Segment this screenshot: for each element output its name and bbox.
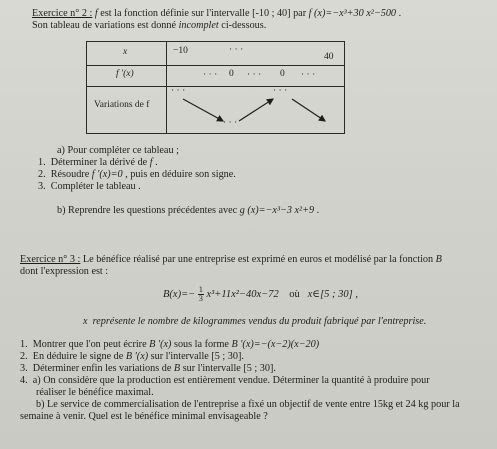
fraction-numerator: 1 — [198, 285, 203, 294]
ex3-item-2 — [20, 351, 244, 363]
variation-table — [86, 41, 345, 134]
part-b-end: . — [316, 205, 320, 216]
represent-text: représente le nombre de kilogrammes vendus du produit fabriqué par l'entreprise. — [92, 316, 427, 327]
ex3-heading: Exercice n° 3 : — [20, 254, 81, 265]
formula-domain: x∈[5 ; 30] — [307, 288, 353, 300]
row1-dots: · · · — [229, 45, 244, 55]
represent-x: x — [83, 316, 88, 327]
row1-label: x — [123, 47, 128, 57]
item-mid: sous la forme — [174, 339, 229, 350]
part-b-text: b) Reprendre les questions précédentes avec — [57, 205, 238, 216]
item-end: . — [155, 157, 158, 168]
ex3-item-1 — [20, 339, 319, 351]
ex2-line2 — [32, 20, 266, 32]
item-text: Montrer que l'on peut écrire — [32, 339, 147, 350]
ex2-intro-text: est la fonction définie sur l'intervalle [-10 ; 40] par — [100, 8, 307, 19]
ex2-item-1 — [38, 157, 158, 169]
item-num: 2. — [38, 169, 46, 180]
formula-left: B(x)=− — [163, 288, 196, 300]
ex3-item-3 — [20, 363, 276, 375]
ex3-item-4b: b) Le service de commercialisation de l'entreprise a fixé un objectif de vente entre 15kg et 24 kg pour la — [36, 399, 460, 410]
ex3-title-line — [20, 254, 442, 266]
item-mid: sur l'intervalle [5 ; 30]. — [150, 351, 244, 362]
item4-a1: a) On considère que la production est entièrement vendue. Déterminer la quantité à produire pour — [32, 375, 430, 386]
item-text: Déterminer la dérivé de — [50, 157, 148, 168]
ex3-intro: Le bénéfice réalisé par une entreprise est exprimé en euros et modélisé par la fonction — [82, 254, 434, 265]
fraction-denominator: 3 — [198, 294, 203, 303]
row2-label: f ′(x) — [116, 69, 134, 79]
row1-end: 40 — [324, 52, 334, 62]
ex2-title-line — [32, 8, 401, 20]
row3-dots-top-b: · · · — [273, 86, 288, 96]
row2-zero-a: 0 — [229, 69, 234, 79]
formula-ou: où — [289, 288, 300, 300]
item-math: f — [149, 157, 153, 168]
row1-start: −10 — [173, 46, 188, 56]
item-end: , puis en déduire son signe. — [125, 169, 236, 180]
formula-right: x³+11x²−40x−72 — [206, 288, 279, 300]
arrow-down-2 — [292, 99, 325, 121]
item-text: Résoudre — [50, 169, 90, 180]
row3-label-text: Variations de f — [94, 100, 150, 110]
item-text: Compléter le tableau . — [50, 181, 141, 192]
part-b-formula: g (x)=−x³−3 x²+9 — [239, 205, 315, 216]
item-num: 1. — [20, 339, 28, 350]
item-math2: B ′(x)=−(x−2)(x−20) — [231, 339, 320, 350]
ex3-item-4a-cont: réaliser le bénéfice maximal. — [36, 387, 154, 398]
item-num: 2. — [20, 351, 28, 362]
ex3-represent — [83, 316, 426, 328]
row2-zero-b: 0 — [280, 69, 285, 79]
ex3-formula — [163, 286, 358, 303]
ex2-line2-italic: incomplet — [178, 20, 219, 31]
item-math: f ′(x)=0 — [91, 169, 123, 180]
formula-fraction — [198, 286, 204, 303]
variation-arrows — [87, 42, 344, 133]
item-math: B — [173, 363, 181, 374]
ex2-heading: Exercice n° 2 : — [32, 8, 93, 19]
arrow-up — [239, 99, 273, 121]
row2-dots-a: · · · — [203, 70, 218, 80]
item-num: 3. — [20, 363, 28, 374]
item-math: B ′(x) — [125, 351, 149, 362]
item-text: En déduire le signe de — [32, 351, 124, 362]
item-mid: sur l'intervalle [5 ; 30]. — [182, 363, 276, 374]
ex2-intro-formula: f (x)=−x³+30 x²−500 — [308, 8, 397, 19]
ex2-item-3 — [38, 181, 141, 193]
ex2-intro-end: . — [398, 8, 402, 19]
item-num: 1. — [38, 157, 46, 168]
ex3-intro2: dont l'expression est : — [20, 266, 109, 277]
arrow-down-1 — [183, 99, 223, 121]
row3-dots-bottom: · · · — [223, 118, 238, 128]
item-math: B ′(x) — [149, 339, 172, 350]
ex2-part-b — [57, 205, 319, 217]
ex2-line2-end: ci-dessous. — [221, 20, 267, 31]
formula-end: , — [355, 288, 358, 300]
row3-dots-top-a: · · · — [171, 86, 186, 96]
item-num: 4. — [20, 375, 28, 386]
ex2-part-a: a) Pour compléter ce tableau ; — [57, 145, 179, 156]
ex2-f: f — [94, 8, 98, 19]
ex2-line2-text: Son tableau de variations est donné — [32, 20, 177, 31]
ex3-intro-B: B — [435, 254, 442, 265]
item-num: 3. — [38, 181, 46, 192]
row2-dots-c: · · · — [301, 70, 316, 80]
row2-dots-b: · · · — [247, 70, 262, 80]
ex2-item-2 — [38, 169, 236, 181]
item-text: Déterminer enfin les variations de — [32, 363, 172, 374]
ex3-item-4a — [20, 375, 430, 387]
ex3-item-4b-cont: semaine à venir. Quel est le bénéfice minimal envisageable ? — [20, 411, 268, 422]
